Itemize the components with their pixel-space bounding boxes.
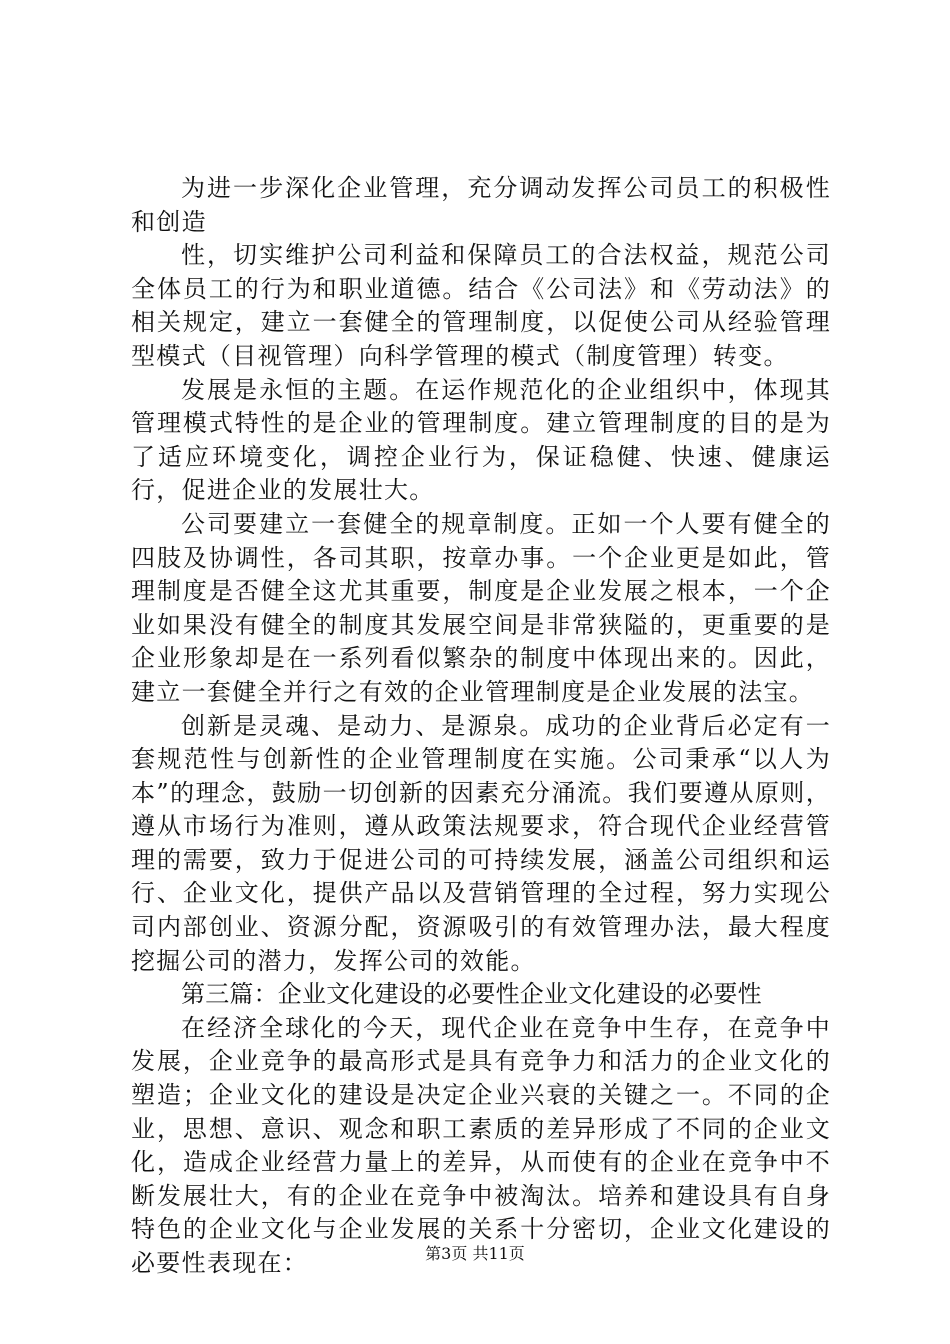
section-heading: 第三篇：企业文化建设的必要性企业文化建设的必要性 xyxy=(181,980,762,1009)
paragraph-development: 发展是永恒的主题。在运作规范化的企业组织中，体现其管理模式特性的是企业的管理制度。建立管理制度的目的是为了适应环境变化，调控企业行为，保证稳健、快速、健康运行，促进企业的发展壮大。 xyxy=(131,375,831,505)
paragraph-intro: 为进一步深化企业管理，充分调动发挥公司员工的积极性和创造 xyxy=(131,174,831,236)
paragraph-intro-continued: 性，切实维护公司利益和保障员工的合法权益，规范公司全体员工的行为和职业道德。结合《公司法》和《劳动法》的相关规定，建立一套健全的管理制度，以促使公司从经验管理型模式（目视管理）向科学管理的模式（制度管理）转变。 xyxy=(131,241,831,370)
paragraph-innovation: 创新是灵魂、是动力、是源泉。成功的企业背后必定有一套规范性与创新性的企业管理制度在实施。公司秉承“以人为本”的理念，鼓励一切创新的因素充分涌流。我们要遵从原则，遵从市场行为准则，遵从政策法规要求，符合现代企业经营管理的需要，致力于促进公司的可持续发展，涵盖公司组织和运行、企业文化，提供产品以及营销管理的全过程，努力实现公司内部创业、资源分配，资源吸引的有效管理办法，最大程度挖掘公司的潜力，发挥公司的效能。 xyxy=(131,711,831,975)
document-body xyxy=(131,172,831,1281)
page-number-footer: 第3页 共11页 xyxy=(425,1244,525,1263)
paragraph-culture: 在经济全球化的今天，现代企业在竞争中生存，在竞争中发展，企业竞争的最高形式是具有竞争力和活力的企业文化的塑造；企业文化的建设是决定企业兴衰的关键之一。不同的企业，思想、意识、观念和职工素质的差异形成了不同的企业文化，造成企业经营力量上的差异，从而使有的企业在竞争中不断发展壮大，有的企业在竞争中被淘汰。培养和建设具有自身特色的企业文化与企业发展的关系十分密切，企业文化建设的必要性表现在： xyxy=(131,1013,831,1277)
paragraph-rules: 公司要建立一套健全的规章制度。正如一个人要有健全的四肢及协调性，各司其职，按章办事。一个企业更是如此，管理制度是否健全这尤其重要，制度是企业发展之根本，一个企业如果没有健全的制度其发展空间是非常狭隘的，更重要的是企业形象却是在一系列看似繁杂的制度中体现出来的。因此，建立一套健全并行之有效的企业管理制度是企业发展的法宝。 xyxy=(131,509,831,706)
